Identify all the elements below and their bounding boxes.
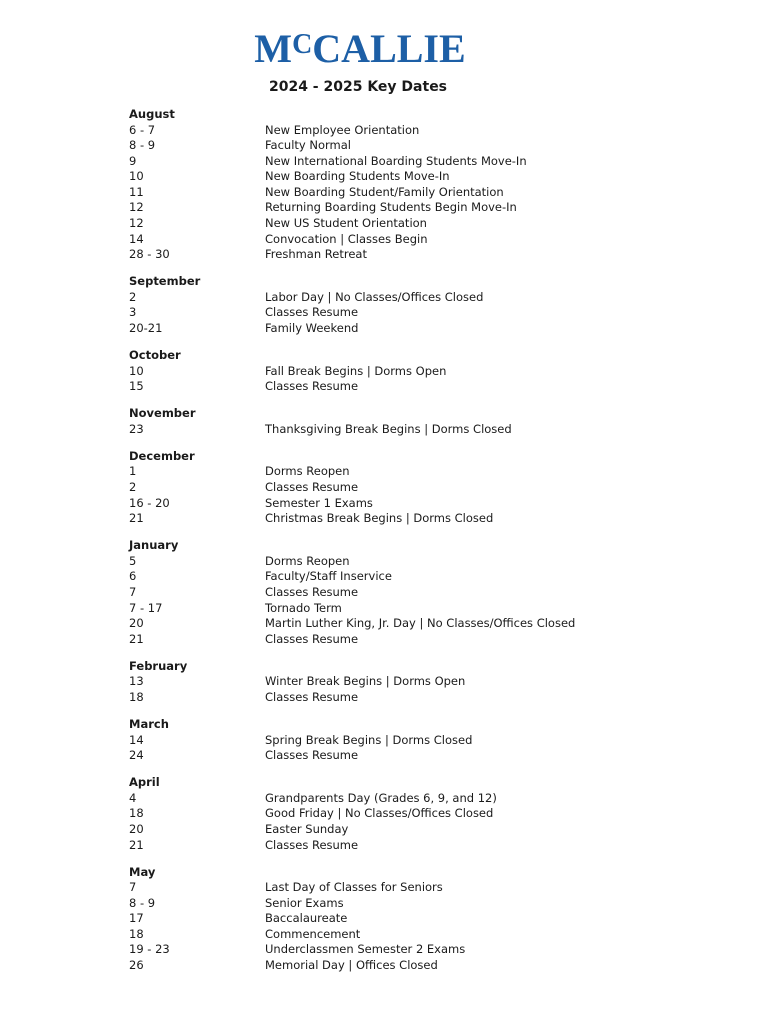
event-description: Last Day of Classes for Seniors <box>265 880 443 895</box>
date-value: 20-21 <box>129 321 163 336</box>
key-dates-list <box>129 106 689 974</box>
event-description: Good Friday | No Classes/Offices Closed <box>265 806 494 821</box>
date-row <box>129 232 689 248</box>
date-row <box>129 154 689 170</box>
date-row <box>129 958 689 974</box>
date-row <box>129 480 689 496</box>
month-heading: December <box>129 448 195 463</box>
month-section-february <box>129 658 689 706</box>
date-value: 12 <box>129 216 144 231</box>
date-value: 12 <box>129 200 144 215</box>
date-row <box>129 791 689 807</box>
date-value: 21 <box>129 631 144 646</box>
date-value: 18 <box>129 806 144 821</box>
date-row <box>129 822 689 838</box>
date-row <box>129 496 689 512</box>
date-row <box>129 123 689 139</box>
date-value: 21 <box>129 837 144 852</box>
date-row <box>129 554 689 570</box>
event-description: Martin Luther King, Jr. Day | No Classes/Offices Closed <box>265 616 576 631</box>
date-value: 3 <box>129 305 137 320</box>
month-heading: October <box>129 348 181 363</box>
date-row <box>129 806 689 822</box>
date-value: 10 <box>129 363 144 378</box>
event-description: Classes Resume <box>265 480 359 494</box>
event-description: Family Weekend <box>265 321 359 336</box>
month-section-august <box>129 106 689 263</box>
month-section-october <box>129 347 689 395</box>
date-row <box>129 569 689 585</box>
date-row <box>129 838 689 854</box>
date-value: 7 <box>129 880 137 895</box>
date-row <box>129 200 689 216</box>
event-description: New Boarding Students Move-In <box>265 169 450 184</box>
event-description: Spring Break Begins | Dorms Closed <box>265 732 473 747</box>
event-description: Winter Break Begins | Dorms Open <box>265 674 466 689</box>
event-description: Memorial Day | Offices Closed <box>265 958 438 973</box>
event-description: Grandparents Day (Grades 6, 9, and 12) <box>265 790 497 805</box>
date-row <box>129 379 689 395</box>
date-row <box>129 911 689 927</box>
date-value: 20 <box>129 821 144 836</box>
date-row <box>129 632 689 648</box>
date-value: 15 <box>129 379 144 394</box>
month-section-december <box>129 448 689 527</box>
date-row <box>129 511 689 527</box>
date-row <box>129 896 689 912</box>
date-row <box>129 733 689 749</box>
date-row <box>129 185 689 201</box>
logo-letter-c: C <box>292 29 313 60</box>
mccallie-logo <box>0 22 720 72</box>
date-value: 8 - 9 <box>129 895 156 910</box>
date-row <box>129 927 689 943</box>
event-description: Classes Resume <box>265 748 359 763</box>
event-description: Classes Resume <box>265 631 359 646</box>
date-value: 18 <box>129 926 144 941</box>
date-row <box>129 305 689 321</box>
date-value: 24 <box>129 748 144 763</box>
event-description: Semester 1 Exams <box>265 495 373 510</box>
date-value: 28 - 30 <box>129 247 170 262</box>
date-row <box>129 601 689 617</box>
date-value: 18 <box>129 689 144 704</box>
month-section-april <box>129 774 689 853</box>
date-value: 13 <box>129 674 144 689</box>
month-heading: May <box>129 864 156 879</box>
date-value: 17 <box>129 911 144 926</box>
date-value: 2 <box>129 289 137 304</box>
event-description: New International Boarding Students Move-In <box>265 153 527 168</box>
logo-letter-m: M <box>254 26 293 71</box>
event-description: Freshman Retreat <box>265 247 367 262</box>
event-description: Christmas Break Begins | Dorms Closed <box>265 511 494 526</box>
event-description: Thanksgiving Break Begins | Dorms Closed <box>265 421 512 436</box>
date-row <box>129 464 689 480</box>
event-description: New Boarding Student/Family Orientation <box>265 184 504 199</box>
date-value: 2 <box>129 480 137 494</box>
month-heading: April <box>129 775 160 790</box>
event-description: Easter Sunday <box>265 821 349 836</box>
date-row <box>129 422 689 438</box>
date-value: 4 <box>129 790 137 805</box>
event-description: Faculty/Staff Inservice <box>265 569 392 584</box>
date-value: 10 <box>129 169 144 184</box>
event-description: Returning Boarding Students Begin Move-In <box>265 200 517 215</box>
date-value: 7 <box>129 584 137 599</box>
date-row <box>129 748 689 764</box>
date-value: 5 <box>129 553 137 568</box>
event-description: Underclassmen Semester 2 Exams <box>265 942 466 957</box>
month-section-september <box>129 273 689 336</box>
event-description: Baccalaureate <box>265 911 348 926</box>
event-description: Labor Day | No Classes/Offices Closed <box>265 289 484 304</box>
logo-wordmark-rest: CALLIE <box>312 26 466 71</box>
event-description: Classes Resume <box>265 379 359 394</box>
month-section-november <box>129 405 689 437</box>
date-value: 11 <box>129 184 144 199</box>
month-section-may <box>129 864 689 974</box>
date-value: 7 - 17 <box>129 600 163 615</box>
event-description: Classes Resume <box>265 689 359 704</box>
month-heading: March <box>129 717 169 732</box>
date-value: 26 <box>129 958 144 973</box>
event-description: Faculty Normal <box>265 138 351 153</box>
month-heading: February <box>129 658 188 673</box>
event-description: New US Student Orientation <box>265 216 427 231</box>
date-value: 1 <box>129 464 137 479</box>
date-row <box>129 880 689 896</box>
date-row <box>129 690 689 706</box>
date-row <box>129 585 689 601</box>
date-value: 19 - 23 <box>129 942 170 957</box>
date-row <box>129 247 689 263</box>
event-description: Classes Resume <box>265 837 359 852</box>
date-value: 20 <box>129 616 144 631</box>
event-description: Tornado Term <box>265 600 342 615</box>
date-value: 6 - 7 <box>129 122 156 137</box>
date-row <box>129 321 689 337</box>
event-description: Dorms Reopen <box>265 464 350 479</box>
month-heading: January <box>129 538 179 553</box>
date-value: 14 <box>129 231 144 246</box>
page-title: 2024 - 2025 Key Dates <box>268 79 448 95</box>
event-description: Senior Exams <box>265 895 344 910</box>
date-value: 6 <box>129 569 137 584</box>
event-description: Dorms Reopen <box>265 553 350 568</box>
month-heading: November <box>129 406 196 421</box>
date-row <box>129 616 689 632</box>
month-heading: September <box>129 274 201 289</box>
date-value: 8 - 9 <box>129 138 156 153</box>
event-description: New Employee Orientation <box>265 122 420 137</box>
event-description: Classes Resume <box>265 305 359 320</box>
event-description: Commencement <box>265 926 361 941</box>
date-value: 9 <box>129 153 137 168</box>
date-row <box>129 364 689 380</box>
date-row <box>129 674 689 690</box>
date-row <box>129 138 689 154</box>
date-row <box>129 290 689 306</box>
date-value: 23 <box>129 421 144 436</box>
month-heading: August <box>129 107 175 121</box>
date-row <box>129 216 689 232</box>
date-row <box>129 942 689 958</box>
event-description: Convocation | Classes Begin <box>265 231 428 246</box>
date-value: 21 <box>129 511 144 526</box>
date-row <box>129 169 689 185</box>
event-description: Classes Resume <box>265 584 359 599</box>
month-section-january <box>129 537 689 647</box>
date-value: 14 <box>129 732 144 747</box>
event-description: Fall Break Begins | Dorms Open <box>265 363 447 378</box>
month-section-march <box>129 716 689 764</box>
date-value: 16 - 20 <box>129 495 170 510</box>
